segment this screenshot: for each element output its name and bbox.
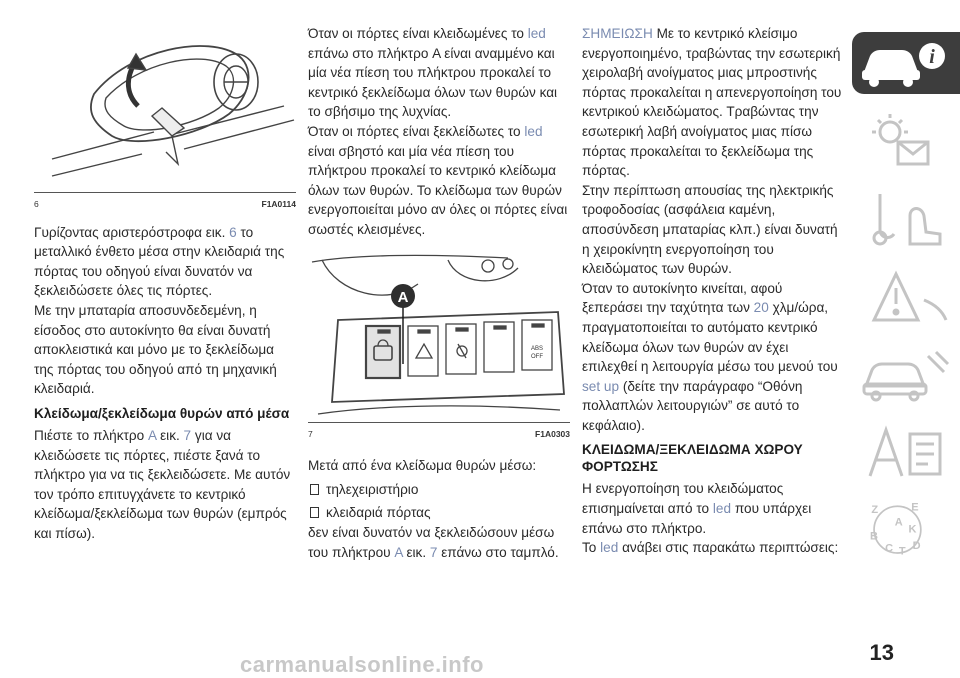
paragraph: Πιέστε το πλήκτρο A εικ. 7 για να κλειδώσετε τις πόρτες, πιέστε ξανά το πλήκτρο για να τις ξεκλειδώσετε. Με αυτόν τον τρόπο επιτυγχάνετε το κεντρικό κλείδωμα/ξεκλείδωμα των θυρών (εμπρός και πίσω). xyxy=(34,427,291,541)
warning-light-message-icon[interactable] xyxy=(850,108,960,174)
figure-code: F1A0303 xyxy=(535,428,570,439)
emergency-triangle-icon[interactable] xyxy=(850,264,960,330)
svg-text:K: K xyxy=(908,523,917,536)
column-3 xyxy=(582,24,844,558)
svg-text:T: T xyxy=(898,545,906,558)
figure-6 xyxy=(34,24,296,193)
column-2 xyxy=(308,24,570,562)
page-number: 13 xyxy=(869,640,894,665)
paragraph: δεν είναι δυνατόν να ξεκλειδώσουν μέσω του πλήκτρου A εικ. 7 επάνω στο ταμπλό. xyxy=(308,524,559,560)
svg-text:D: D xyxy=(912,539,921,552)
svg-text:Z: Z xyxy=(871,504,879,517)
paragraph: Όταν οι πόρτες είναι ξεκλείδωτες το led είναι σβηστό και μία νέα πίεση του πλήκτρου προκαλεί το κεντρικό κλείδωμα όλων των θυρών. Το κλείδωμα των θυρών ενεργοποιείται μόνο αν όλες οι πόρτες είναι σωστές κλεισμένες. xyxy=(308,123,568,237)
section-heading: ΚΛΕΙΔΩΜΑ/ΞΕΚΛΕΙΔΩΜΑ ΧΩΡΟΥ ΦΟΡΤΩΣΗΣ xyxy=(582,442,803,475)
abs-text: ABS xyxy=(530,345,544,352)
paragraph: Όταν οι πόρτες είναι κλειδωμένες το led επάνω στο πλήκτρο A είναι αναμμένο και μία νέα πίεση του πλήκτρου προκαλεί το κεντρικό ξεκλείδωμα όλων των θυρών και το σβήσιμο της λυχνίας. xyxy=(308,26,558,120)
paragraph: Όταν το αυτοκίνητο κινείται, αφού ξεπεράσει την ταχύτητα των 20 χλμ/ώρα, πραγματοποιείται το αυτόματο κεντρικό κλείδωμα όλων των θυρών αν έχει επιλεχθεί η λειτουργία μέσω του μενού του set up (δείτε την παράγραφο “Οθόνη πολλαπλών λειτουργιών” σε αυτό το κεφάλαιο). xyxy=(582,280,838,433)
bullet-box-icon xyxy=(310,484,319,495)
watermark: carmanualsonline.info xyxy=(240,652,484,677)
off-text: OFF xyxy=(531,353,543,360)
door-lock-illustration xyxy=(34,24,296,192)
bullet-box-icon xyxy=(310,507,319,518)
paragraph: Το led ανάβει στις παρακάτω περιπτώσεις: xyxy=(582,540,839,556)
paragraph: Με την μπαταρία αποσυνδεδεμένη, η είσοδος στο αυτοκίνητο θα είναι δυνατή αποκλειστικά και μόνο με το ξεκλείδωμα της πόρτας του οδηγού από τη μηχανική κλειδαριά. xyxy=(34,302,277,397)
key-seat-icon[interactable] xyxy=(850,186,960,252)
section-heading: Κλείδωμα/ξεκλείδωμα θυρών από μέσα xyxy=(34,405,290,421)
svg-text:C: C xyxy=(885,542,894,555)
paragraph: Η ενεργοποίηση του κλειδώματος επισημαίνεται από το led που υπάρχει επάνω στο πλήκτρο. xyxy=(582,481,812,536)
label-A: A xyxy=(397,288,409,306)
technical-data-icon[interactable] xyxy=(850,420,960,486)
svg-text:A: A xyxy=(894,516,903,529)
paragraph: Μετά από ένα κλείδωμα θυρών μέσω: xyxy=(308,458,537,474)
svg-text:E: E xyxy=(911,501,919,514)
dashboard-switch-panel-illustration xyxy=(308,254,570,422)
svg-text:B: B xyxy=(869,530,878,543)
figure-6-caption xyxy=(34,195,296,215)
figure-number: 6 xyxy=(34,199,39,209)
maintenance-car-icon[interactable] xyxy=(850,342,960,408)
car-info-icon[interactable] xyxy=(850,30,960,96)
svg-text:i: i xyxy=(929,46,935,68)
list-item: κλειδαριά πόρτας xyxy=(308,503,570,523)
index-letters-icon[interactable] xyxy=(850,498,960,564)
figure-code: F1A0114 xyxy=(261,199,296,209)
paragraph: Στην περίπτωση απουσίας της ηλεκτρικής τροφοδοσίας (ασφάλεια καμένη, αποσύνδεση μπαταρίας κλπ.) είναι δυνατή η χειροκίνητη ενεργοποίηση του κλειδώματος των θυρών. xyxy=(582,182,838,277)
column-1 xyxy=(34,24,296,544)
paragraph: ΣΗΜΕΙΩΣΗ Με το κεντρικό κλείσιμο ενεργοποιημένο, τραβώντας την εσωτερική χειρολαβή ανοίγματος μιας μπροστινής πόρτας προκαλείται η απενεργοποίηση του κεντρικού κλειδώματος. Τραβώντας την εσωτερική λαβή ανοίγματος μιας πίσω πόρτας προκαλείται το ξεκλείδωμα της πόρτας. xyxy=(582,26,842,179)
figure-number: 7 xyxy=(308,428,313,439)
figure-7-caption xyxy=(308,425,570,445)
chapter-sidebar xyxy=(850,30,960,630)
paragraph: Γυρίζοντας αριστερόστροφα εικ. 6 το μεταλλικό ένθετο μέσα στην κλειδαριά της πόρτας του οδηγού είναι δυνατόν να ξεκλειδώσετε όλες τις πόρτες. xyxy=(34,224,285,299)
figure-7 xyxy=(308,254,570,423)
list-item: τηλεχειριστήριο xyxy=(308,480,570,500)
